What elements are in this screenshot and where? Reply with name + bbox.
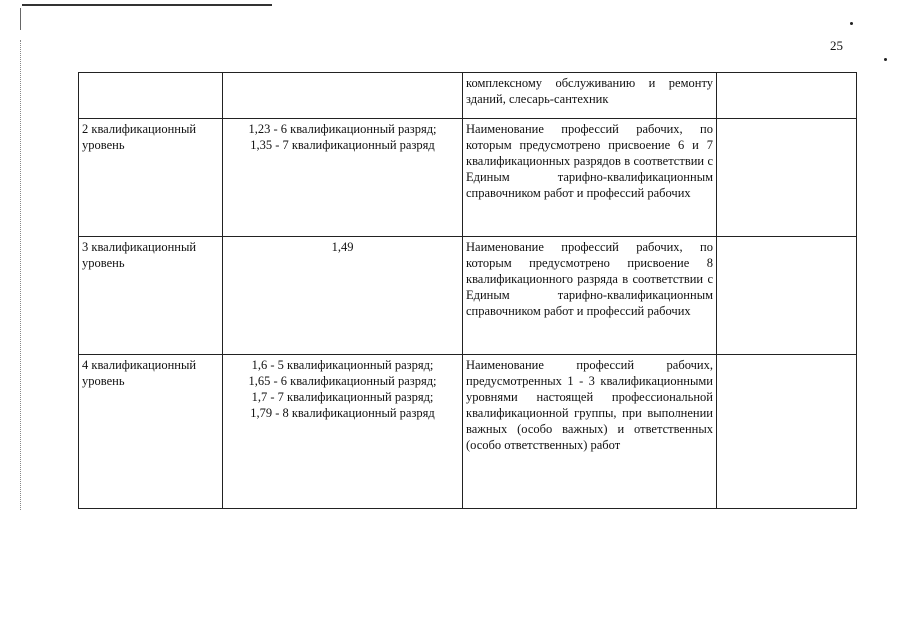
table-row xyxy=(79,355,857,509)
coefficient-line: 1,65 - 6 квалификационный разряд; xyxy=(248,374,437,388)
scan-edge-mark xyxy=(20,8,21,30)
coefficient-cell xyxy=(223,73,463,119)
coefficient-line: 1,6 - 5 квалификационный разряд; xyxy=(251,358,434,372)
scan-speck xyxy=(884,58,887,61)
scan-edge-line xyxy=(22,4,272,6)
extra-cell xyxy=(717,73,857,119)
page-number: 25 xyxy=(830,38,843,53)
table-row xyxy=(79,237,857,355)
coefficient-line: 1,79 - 8 квалификационный разряд xyxy=(250,406,435,420)
coefficient-line: 1,7 - 7 квалификационный разряд; xyxy=(251,390,434,404)
level-cell: 2 квалификационный уровень xyxy=(79,119,223,237)
table-row xyxy=(79,119,857,237)
extra-cell xyxy=(717,119,857,237)
level-cell: 3 квалификационный уровень xyxy=(79,237,223,355)
coefficient-cell xyxy=(223,119,463,237)
extra-cell xyxy=(717,355,857,509)
qualification-table xyxy=(78,72,857,509)
professions-cell: комплексному обслуживанию и ремонту зданий, слесарь-сантехник xyxy=(463,73,717,119)
coefficient-line: 1,23 - 6 квалификационный разряд; xyxy=(248,122,437,136)
coefficient-line: 1,49 xyxy=(331,240,354,254)
scan-binding-dots xyxy=(20,40,21,510)
coefficient-cell xyxy=(223,237,463,355)
professions-cell: Наименование профессий рабочих, по которым предусмотрено присвоение 6 и 7 квалификационных разрядов в соответствии с Единым тарифно-квалификационным справочником работ и профессий рабочих xyxy=(463,119,717,237)
level-cell xyxy=(79,73,223,119)
professions-cell: Наименование профессий рабочих, по которым предусмотрено присвоение 8 квалификационного разряда в соответствии с Единым тарифно-квалификационным справочником работ и профессий рабочих xyxy=(463,237,717,355)
scan-speck xyxy=(850,22,853,25)
extra-cell xyxy=(717,237,857,355)
professions-cell: Наименование профессий рабочих, предусмотренных 1 - 3 квалификационными уровнями настоящей профессиональной квалификационной группы, при выполнении важных (особо важных) и ответственных (особо ответственных) работ xyxy=(463,355,717,509)
coefficient-cell xyxy=(223,355,463,509)
level-cell: 4 квалификационный уровень xyxy=(79,355,223,509)
coefficient-line: 1,35 - 7 квалификационный разряд xyxy=(250,138,435,152)
table-row xyxy=(79,73,857,119)
